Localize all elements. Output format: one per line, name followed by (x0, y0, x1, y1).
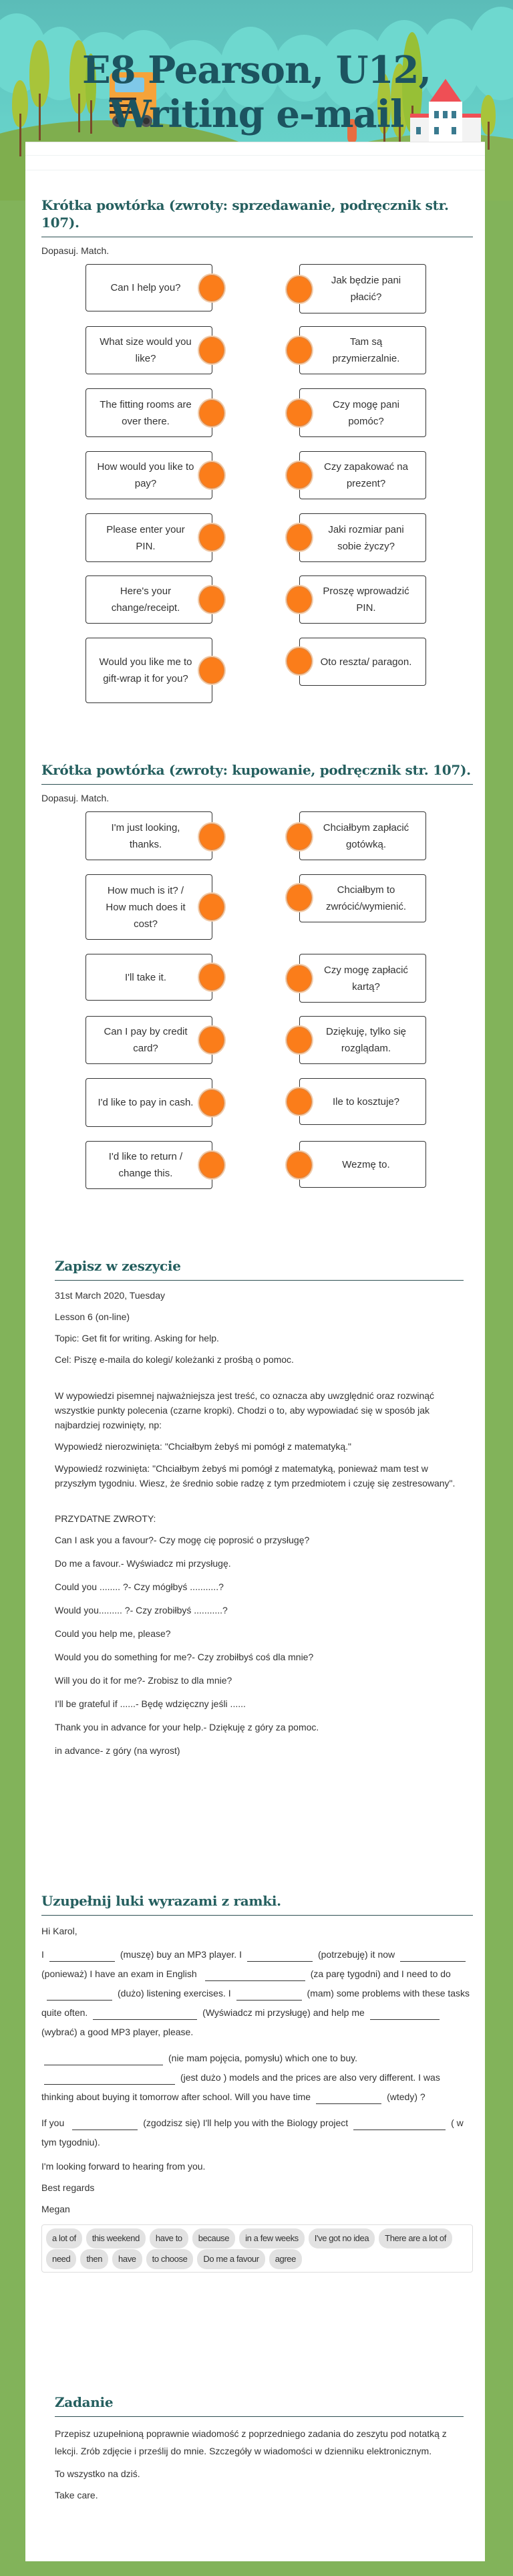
email-paragraph: If you (zgodzisz się) I'll help you with the Biology project ( w tym tygodniu). (41, 2117, 464, 2148)
phrase-item: I'll be grateful if ......- Będę wdzięczny jeśli ...... (55, 1698, 246, 1709)
connector-dot[interactable] (285, 1025, 313, 1055)
gap-input[interactable] (236, 1988, 302, 2001)
signature: Megan (41, 2204, 70, 2214)
connector-dot[interactable] (285, 398, 313, 428)
connector-dot[interactable] (285, 523, 313, 552)
section-selling-phrases (41, 197, 473, 717)
gap-input[interactable] (370, 2008, 440, 2020)
section-buying-phrases (41, 761, 473, 1204)
match-left-item[interactable]: I'd like to pay in cash. (86, 1078, 212, 1127)
word-chip[interactable]: in a few weeks (239, 2228, 305, 2248)
section-title: Zadanie (55, 2394, 464, 2417)
connector-dot[interactable] (285, 461, 313, 490)
task-line: Take care. (55, 2490, 98, 2500)
word-chip[interactable]: to choose (146, 2249, 194, 2269)
phrase-item: Can I ask you a favour?- Czy mogę cię poprosić o przysługę? (55, 1535, 310, 1545)
match-right-item[interactable]: Czy mogę zapłacić kartą? (299, 954, 426, 1003)
match-right-item[interactable]: Czy zapakować na prezent? (299, 451, 426, 499)
section-title: Krótka powtórka (zwroty: sprzedawanie, podręcznik str. 107). (41, 197, 473, 237)
closing-line: I'm looking forward to hearing from you. (41, 2161, 206, 2172)
content-card (25, 142, 485, 2561)
instruction: Dopasuj. Match. (41, 245, 110, 256)
match-left-item[interactable]: How would you like to pay? (86, 451, 212, 499)
word-chip[interactable]: agree (269, 2249, 302, 2269)
match-left-item[interactable]: I'd like to return / change this. (86, 1141, 212, 1189)
connector-dot[interactable] (198, 461, 226, 490)
word-chip[interactable]: I've got no idea (309, 2228, 375, 2248)
match-left-item[interactable]: What size would you like? (86, 326, 212, 374)
match-right-item[interactable]: Czy mogę pani pomóc? (299, 388, 426, 437)
match-right-item[interactable]: Chciałbym zapłacić gotówką. (299, 811, 426, 860)
gap-input[interactable] (44, 2053, 163, 2065)
greeting: Hi Karol, (41, 1926, 77, 1936)
section-title: Zapisz w zeszycie (55, 1257, 464, 1281)
matching-exercise (41, 256, 473, 717)
connector-dot[interactable] (198, 398, 226, 428)
section-title: Krótka powtórka (zwroty: kupowanie, podręcznik str. 107). (41, 761, 473, 785)
word-chip[interactable]: have (112, 2249, 142, 2269)
gap-input[interactable] (247, 1950, 313, 1962)
connector-dot[interactable] (198, 822, 226, 852)
word-chip[interactable]: have to (150, 2228, 188, 2248)
gap-input[interactable] (400, 1950, 466, 1962)
gap-input[interactable] (353, 2118, 446, 2130)
connector-dot[interactable] (198, 585, 226, 614)
match-left-item[interactable]: I'll take it. (86, 954, 212, 1001)
email-paragraph: (nie mam pojęcia, pomysłu) which one to buy. (jest dużo ) models and the prices are also very different. I was thinking about buying it tomorrow after school. Will you have time (wtedy) ? (41, 2049, 473, 2107)
match-right-item[interactable]: Oto reszta/ paragon. (299, 638, 426, 686)
phrase-item: Would you do something for me?- Czy zrobiłbyś coś dla mnie? (55, 1652, 314, 1662)
connector-dot[interactable] (198, 962, 226, 992)
connector-dot[interactable] (198, 892, 226, 922)
phrase-item: Could you ........ ?- Czy mógłbyś ...........? (55, 1581, 224, 1592)
section-notes (55, 1257, 464, 1767)
match-right-item[interactable]: Proszę wprowadzić PIN. (299, 575, 426, 624)
gap-input[interactable] (47, 1988, 112, 2001)
writing-tip-paragraph: W wypowiedzi pisemnej najważniejsza jest treść, co oznacza aby uwzględnić oraz rozwinąć wszystkie punkty polecenia (czarne kropki). Chodzi o to, aby wypowiadać się w sposób jak najbardziej rozwinięty, np: (55, 1390, 435, 1430)
match-left-item[interactable]: Can I pay by credit card? (86, 1016, 212, 1064)
connector-dot[interactable] (285, 1150, 313, 1180)
match-left-item[interactable]: Would you like me to gift-wrap it for you? (86, 638, 212, 703)
gap-input[interactable] (44, 2073, 175, 2085)
section-title: Uzupełnij luki wyrazami z ramki. (41, 1892, 473, 1916)
connector-dot[interactable] (285, 646, 313, 676)
phrase-item: in advance- z góry (na wyrost) (55, 1745, 180, 1756)
phrases-heading: PRZYDATNE ZWROTY: (55, 1513, 156, 1524)
task-paragraph: Przepisz uzupełnioną poprawnie wiadomość z poprzedniego zadania do zeszytu pod notatką z lekcji. Zrób zdjęcie i prześlij do mnie. Szczegóły w wiadomości w dzienniku elektronicznym. (55, 2428, 447, 2456)
match-right-item[interactable]: Chciałbym to zwrócić/wymienić. (299, 874, 426, 922)
phrase-item: Would you......... ?- Czy zrobiłbyś ...........? (55, 1605, 228, 1616)
gap-input[interactable] (205, 1969, 305, 1981)
match-left-item[interactable]: How much is it? / How much does it cost? (86, 874, 212, 940)
connector-dot[interactable] (198, 273, 226, 303)
match-left-item[interactable]: Here's your change/receipt. (86, 575, 212, 624)
undeveloped-example: Wypowiedź nierozwinięta: "Chciałbym żebyś mi pomógł z matematyką." (55, 1441, 351, 1452)
email-paragraph: I (muszę) buy an MP3 player. I (potrzebuję) it now (ponieważ) I have an exam in English (za parę tygodni) and I need to do(dużo) listening exercises. I (mam) some problems with these tasks quite often. (Wyświadcz mi przysługę) and help me (wybrać) a good MP3 player, please. (41, 1949, 470, 2037)
matching-exercise (41, 803, 473, 1204)
match-right-item[interactable]: Dziękuję, tylko się rozglądam. (299, 1016, 426, 1064)
match-right-item[interactable]: Jaki rozmiar pani sobie życzy? (299, 513, 426, 562)
phrase-item: Will you do it for me?- Zrobisz to dla mnie? (55, 1675, 232, 1686)
word-chip[interactable]: There are a lot of (379, 2228, 452, 2248)
match-right-item[interactable]: Tam są przymierzalnie. (299, 326, 426, 374)
connector-dot[interactable] (198, 336, 226, 365)
lesson-text: Lesson 6 (on-line) (55, 1311, 130, 1322)
developed-example: Wypowiedź rozwinięta: "Chciałbym żebyś mi pomógł z matematyką, ponieważ mam test w przyszłym tygodniu. Wiesz, że średnio sobie radzę z tym przedmiotem i czuję się zestresowany". (55, 1463, 456, 1489)
connector-dot[interactable] (285, 883, 313, 912)
topic-text: Topic: Get fit for writing. Asking for help. (55, 1333, 219, 1343)
gap-input[interactable] (72, 2118, 138, 2130)
gap-input[interactable] (49, 1950, 115, 1962)
empty-line (55, 1374, 464, 1381)
task-line: To wszystko na dziś. (55, 2468, 140, 2479)
connector-dot[interactable] (285, 822, 313, 852)
gap-input[interactable] (93, 2008, 197, 2020)
date-text: 31st March 2020, Tuesday (55, 1290, 165, 1301)
gap-input[interactable] (316, 2092, 381, 2104)
goal-text: Cel: Piszę e-maila do kolegi/ koleżanki z prośbą o pomoc. (55, 1354, 294, 1365)
match-left-item[interactable]: The fitting rooms are over there. (86, 388, 212, 437)
connector-dot[interactable] (285, 964, 313, 993)
connector-dot[interactable] (285, 585, 313, 614)
word-chip[interactable]: because (192, 2228, 235, 2248)
word-bank (41, 2224, 473, 2273)
word-chip[interactable]: need (46, 2249, 76, 2269)
section-task (55, 2394, 464, 2510)
connector-dot[interactable] (285, 1087, 313, 1116)
word-chip[interactable]: this weekend (86, 2228, 146, 2248)
phrase-item: Could you help me, please? (55, 1628, 171, 1639)
connector-dot[interactable] (285, 336, 313, 365)
match-right-item[interactable]: Ile to kosztuje? (299, 1078, 426, 1125)
connector-dot[interactable] (198, 656, 226, 685)
empty-line (55, 1498, 464, 1505)
connector-dot[interactable] (198, 1150, 226, 1180)
connector-dot[interactable] (198, 1025, 226, 1055)
connector-dot[interactable] (198, 1088, 226, 1118)
match-left-item[interactable]: Please enter your PIN. (86, 513, 212, 562)
word-chip[interactable]: a lot of (46, 2228, 82, 2248)
match-right-item[interactable]: Wezmę to. (299, 1141, 426, 1188)
connector-dot[interactable] (198, 523, 226, 552)
match-right-item[interactable]: Jak będzie pani płacić? (299, 264, 426, 313)
match-left-item[interactable]: Can I help you? (86, 264, 212, 311)
instruction: Dopasuj. Match. (41, 793, 110, 803)
page-title: E8 Pearson, U12, Writing e-mail (81, 48, 431, 136)
word-chip[interactable]: then (80, 2249, 108, 2269)
match-left-item[interactable]: I'm just looking, thanks. (86, 811, 212, 860)
closing-line: Best regards (41, 2182, 95, 2193)
connector-dot[interactable] (285, 275, 313, 304)
phrase-item: Do me a favour.- Wyświadcz mi przysługę. (55, 1558, 231, 1569)
phrase-item: Thank you in advance for your help.- Dziękuję z góry za pomoc. (55, 1722, 319, 1732)
word-chip[interactable]: Do me a favour (197, 2249, 265, 2269)
section-gap-fill (41, 1892, 473, 2273)
